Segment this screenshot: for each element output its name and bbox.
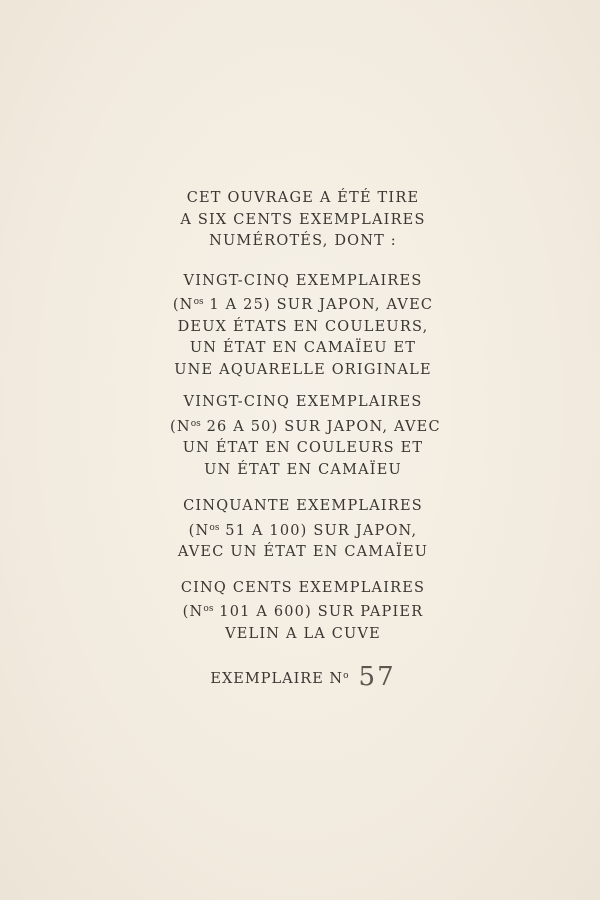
edition-line: UN ÉTAT EN CAMAÏEU ET <box>189 340 417 356</box>
edition-line: UN ÉTAT EN CAMAÏEU <box>204 461 402 478</box>
edition-line: UNE AQUARELLE ORIGINALE <box>174 361 432 378</box>
edition-line <box>170 414 441 439</box>
colophon <box>170 188 441 692</box>
copy-number-label <box>210 671 348 687</box>
edition-text: (N <box>172 297 194 313</box>
edition-text: 101 A 600) SUR PAPIER <box>213 604 424 620</box>
edition-velin <box>170 578 436 646</box>
copy-number-value: 57 <box>358 662 396 692</box>
intro-line-1: CET OUVRAGE A ÉTÉ TIRE <box>186 190 420 206</box>
intro-block <box>170 188 436 253</box>
edition-line: VELIN A LA CUVE <box>225 625 381 642</box>
edition-text: (N <box>170 418 191 435</box>
edition-superscript: os <box>190 418 201 429</box>
edition-line: VINGT-CINQ EXEMPLAIRES <box>183 394 423 410</box>
edition-text: 26 A 50) SUR JAPON, AVEC <box>200 418 441 435</box>
edition-japon-aquarelle <box>170 271 436 382</box>
edition-line <box>170 292 436 317</box>
edition-superscript: os <box>209 522 220 533</box>
edition-text: 1 A 25) SUR JAPON, AVEC <box>203 297 434 313</box>
edition-line <box>170 599 436 624</box>
edition-line: CINQ CENTS EXEMPLAIRES <box>180 579 426 596</box>
edition-line: DEUX ÉTATS EN COULEURS, <box>177 318 429 335</box>
edition-line: VINGT-CINQ EXEMPLAIRES <box>183 272 423 289</box>
edition-line: CINQUANTE EXEMPLAIRES <box>183 498 423 514</box>
edition-line: UN ÉTAT EN COULEURS ET <box>182 440 424 456</box>
edition-text: 51 A 100) SUR JAPON, <box>219 522 418 539</box>
edition-line: AVEC UN ÉTAT EN CAMAÏEU <box>177 544 429 560</box>
edition-japon-couleurs <box>170 392 441 481</box>
copy-number-superscript: o <box>343 671 349 681</box>
intro-line-2: A SIX CENTS EXEMPLAIRES <box>180 211 426 228</box>
copy-number <box>170 663 436 692</box>
edition-text: (N <box>182 604 204 620</box>
intro-line-3: NUMÉROTÉS, DONT : <box>209 233 397 249</box>
copy-number-label-text: EXEMPLAIRE N <box>210 671 344 687</box>
edition-superscript: os <box>193 297 204 307</box>
edition-japon-camaieu <box>170 496 436 564</box>
edition-text: (N <box>188 522 210 539</box>
edition-line <box>170 518 436 543</box>
edition-superscript: os <box>203 604 214 614</box>
